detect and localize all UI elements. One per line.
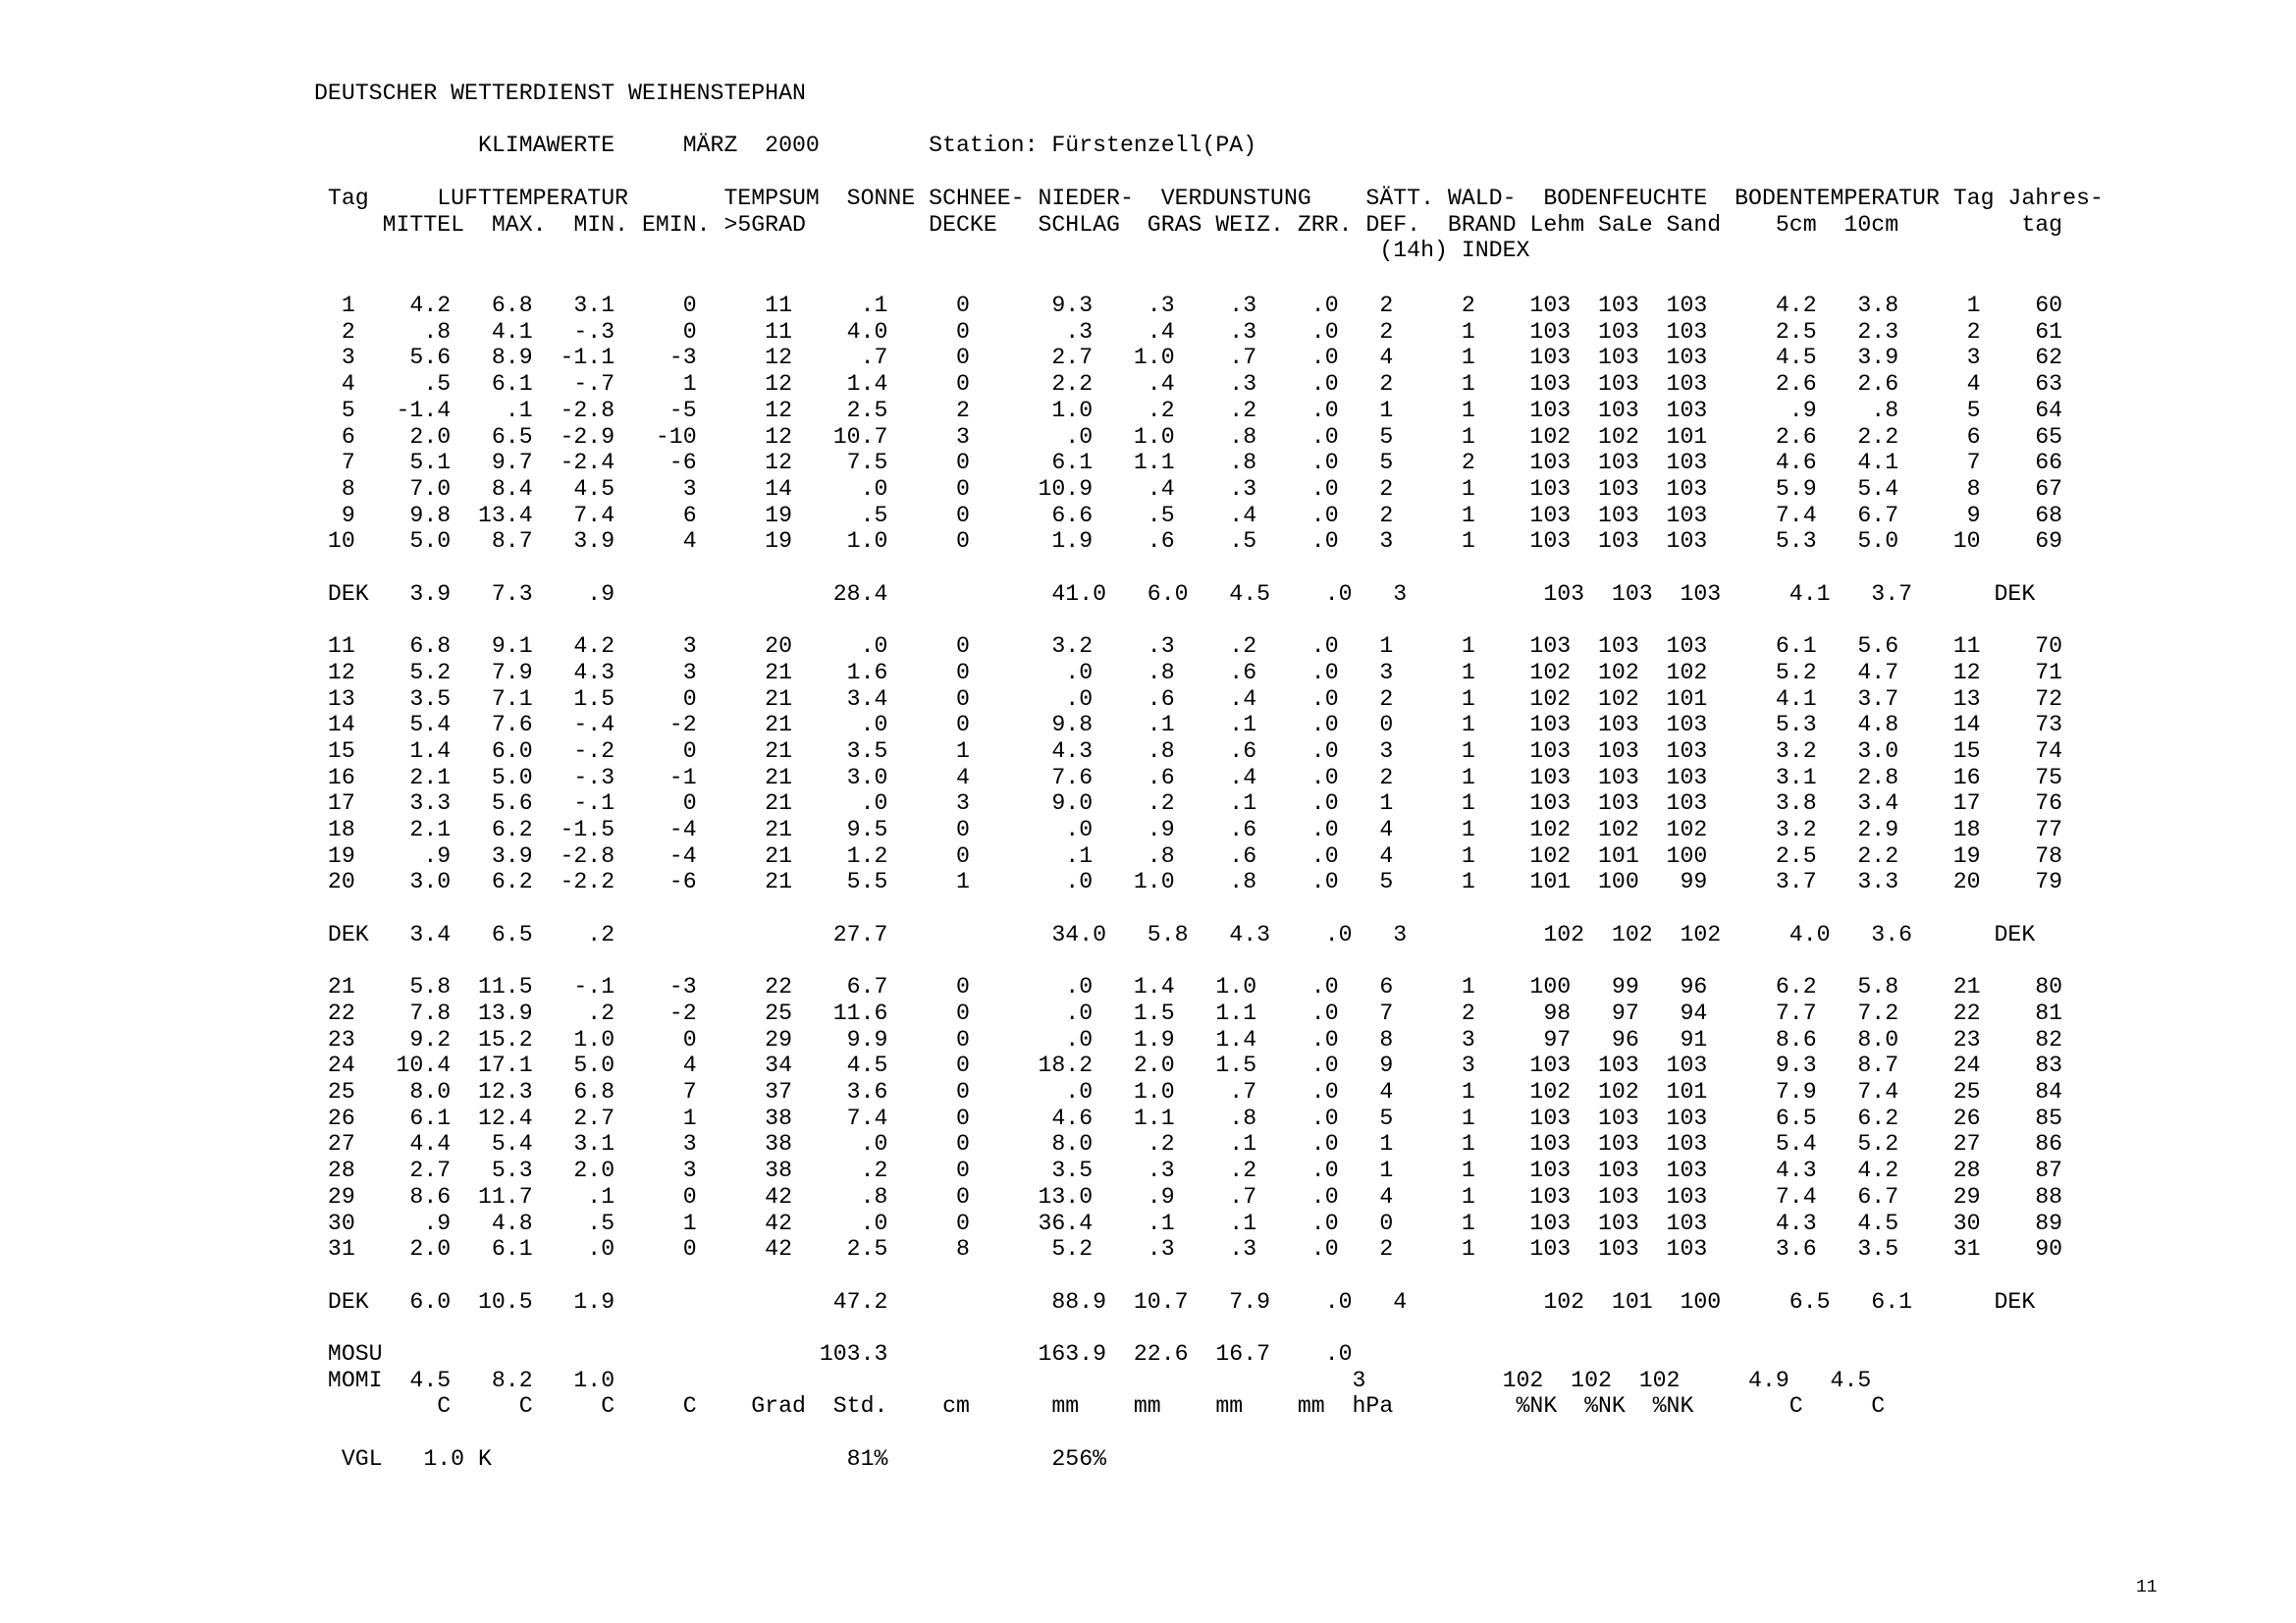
table-row: DEK 6.0 10.5 1.9 47.2 88.9 10.7 7.9 .0 4 102 101 100 6.5 6.1 DEK [314,1288,2036,1315]
table-row: 25 8.0 12.3 6.8 7 37 3.6 0 .0 1.0 .7 .0 4 1 102 102 101 7.9 7.4 25 84 [314,1079,2063,1105]
table-row: 10 5.0 8.7 3.9 4 19 1.0 0 1.9 .6 .5 .0 3 1 103 103 103 5.3 5.0 10 69 [314,528,2063,555]
table-row: 18 2.1 6.2 -1.5 -4 21 9.5 0 .0 .9 .6 .0 4 1 102 102 102 3.2 2.9 18 77 [314,817,2063,842]
table-row: 8 7.0 8.4 4.5 3 14 .0 0 10.9 .4 .3 .0 2 1 103 103 103 5.9 5.4 8 67 [314,475,2063,502]
table-row: 19 .9 3.9 -2.8 -4 21 1.2 0 .1 .8 .6 .0 4 1 102 101 100 2.5 2.2 19 78 [314,842,2063,869]
page-number: 11 [2136,1578,2158,1597]
table-row: 31 2.0 6.1 .0 0 42 2.5 8 5.2 .3 .3 .0 2 1 103 103 103 3.6 3.5 31 90 [314,1236,2063,1263]
table-row: 5 -1.4 .1 -2.8 -5 12 2.5 2 1.0 .2 .2 .0 1 1 103 103 103 .9 .8 5 64 [314,397,2063,423]
table-row: 2 .8 4.1 -.3 0 11 4.0 0 .3 .4 .3 .0 2 1 103 103 103 2.5 2.3 2 61 [314,318,2063,345]
report-header: DEUTSCHER WETTERDIENST WEIHENSTEPHAN [314,81,806,106]
table-row: 4 .5 6.1 -.7 1 12 1.4 0 2.2 .4 .3 .0 2 1 103 103 103 2.6 2.6 4 63 [314,371,2063,398]
table-row: C C C C Grad Std. cm mm mm mm mm hPa %NK %NK %NK C C [314,1393,1886,1420]
column-header-line: (14h) INDEX [314,238,1530,264]
table-row: 7 5.1 9.7 -2.4 -6 12 7.5 0 6.1 1.1 .8 .0 5 2 103 103 103 4.6 4.1 7 66 [314,450,2063,476]
table-row: 13 3.5 7.1 1.5 0 21 3.4 0 .0 .6 .4 .0 2 1 102 102 101 4.1 3.7 13 72 [314,685,2063,712]
table-row: 23 9.2 15.2 1.0 0 29 9.9 0 .0 1.9 1.4 .0 8 3 97 96 91 8.6 8.0 23 82 [314,1026,2063,1053]
table-row: 29 8.6 11.7 .1 0 42 .8 0 13.0 .9 .7 .0 4 1 103 103 103 7.4 6.7 29 88 [314,1183,2063,1210]
table-row: 30 .9 4.8 .5 1 42 .0 0 36.4 .1 .1 .0 0 1 103 103 103 4.3 4.5 30 89 [314,1210,2063,1236]
table-row: 14 5.4 7.6 -.4 -2 21 .0 0 9.8 .1 .1 .0 0 1 103 103 103 5.3 4.8 14 73 [314,712,2063,738]
table-row: 26 6.1 12.4 2.7 1 38 7.4 0 4.6 1.1 .8 .0 5 1 103 103 103 6.5 6.2 26 85 [314,1105,2063,1131]
column-header-line: Tag LUFTTEMPERATUR TEMPSUM SONNE SCHNEE- NIEDER- VERDUNSTUNG SÄTT. WALD- BODENFEUCHTE BODENTEMPERATUR Tag Jahres- [314,186,2104,211]
table-row: 28 2.7 5.3 2.0 3 38 .2 0 3.5 .3 .2 .0 1 1 103 103 103 4.3 4.2 28 87 [314,1158,2063,1184]
table-row: 1 4.2 6.8 3.1 0 11 .1 0 9.3 .3 .3 .0 2 2 103 103 103 4.2 3.8 1 60 [314,293,2063,318]
table-row: 12 5.2 7.9 4.3 3 21 1.6 0 .0 .8 .6 .0 3 1 102 102 102 5.2 4.7 12 71 [314,659,2063,685]
table-row: 24 10.4 17.1 5.0 4 34 4.5 0 18.2 2.0 1.5 .0 9 3 103 103 103 9.3 8.7 24 83 [314,1053,2063,1079]
table-row: 27 4.4 5.4 3.1 3 38 .0 0 8.0 .2 .1 .0 1 1 103 103 103 5.4 5.2 27 86 [314,1131,2063,1158]
table-row: MOMI 4.5 8.2 1.0 3 102 102 102 4.9 4.5 [314,1367,1872,1393]
column-header-line: MITTEL MAX. MIN. EMIN. >5GRAD DECKE SCHLAG GRAS WEIZ. ZRR. DEF. BRAND Lehm SaLe Sand 5cm 10cm tag [314,211,2063,238]
table-row: DEK 3.9 7.3 .9 28.4 41.0 6.0 4.5 .0 3 103 103 103 4.1 3.7 DEK [314,580,2036,607]
report-title: KLIMAWERTE MÄRZ 2000 Station: Fürstenzell(PA) [314,133,1257,158]
table-row: 22 7.8 13.9 .2 -2 25 11.6 0 .0 1.5 1.1 .0 7 2 98 97 94 7.7 7.2 22 81 [314,1000,2063,1026]
table-row: 16 2.1 5.0 -.3 -1 21 3.0 4 7.6 .6 .4 .0 2 1 103 103 103 3.1 2.8 16 75 [314,764,2063,790]
table-row: MOSU 103.3 163.9 22.6 16.7 .0 [314,1341,1353,1367]
table-row: 11 6.8 9.1 4.2 3 20 .0 0 3.2 .3 .2 .0 1 1 103 103 103 6.1 5.6 11 70 [314,633,2063,660]
table-row: 20 3.0 6.2 -2.2 -6 21 5.5 1 .0 1.0 .8 .0 5 1 101 100 99 3.7 3.3 20 79 [314,869,2063,895]
table-row: 15 1.4 6.0 -.2 0 21 3.5 1 4.3 .8 .6 .0 3 1 103 103 103 3.2 3.0 15 74 [314,737,2063,764]
table-row: VGL 1.0 K 81% 256% [314,1445,1107,1472]
table-row: 3 5.6 8.9 -1.1 -3 12 .7 0 2.7 1.0 .7 .0 4 1 103 103 103 4.5 3.9 3 62 [314,345,2063,371]
table-row: 17 3.3 5.6 -.1 0 21 .0 3 9.0 .2 .1 .0 1 1 103 103 103 3.8 3.4 17 76 [314,790,2063,817]
table-row: 21 5.8 11.5 -.1 -3 22 6.7 0 .0 1.4 1.0 .0 6 1 100 99 96 6.2 5.8 21 80 [314,974,2063,1001]
table-row: DEK 3.4 6.5 .2 27.7 34.0 5.8 4.3 .0 3 102 102 102 4.0 3.6 DEK [314,921,2036,947]
table-row: 6 2.0 6.5 -2.9 -10 12 10.7 3 .0 1.0 .8 .0 5 1 102 102 101 2.6 2.2 6 65 [314,423,2063,450]
table-row: 9 9.8 13.4 7.4 6 19 .5 0 6.6 .5 .4 .0 2 1 103 103 103 7.4 6.7 9 68 [314,502,2063,528]
